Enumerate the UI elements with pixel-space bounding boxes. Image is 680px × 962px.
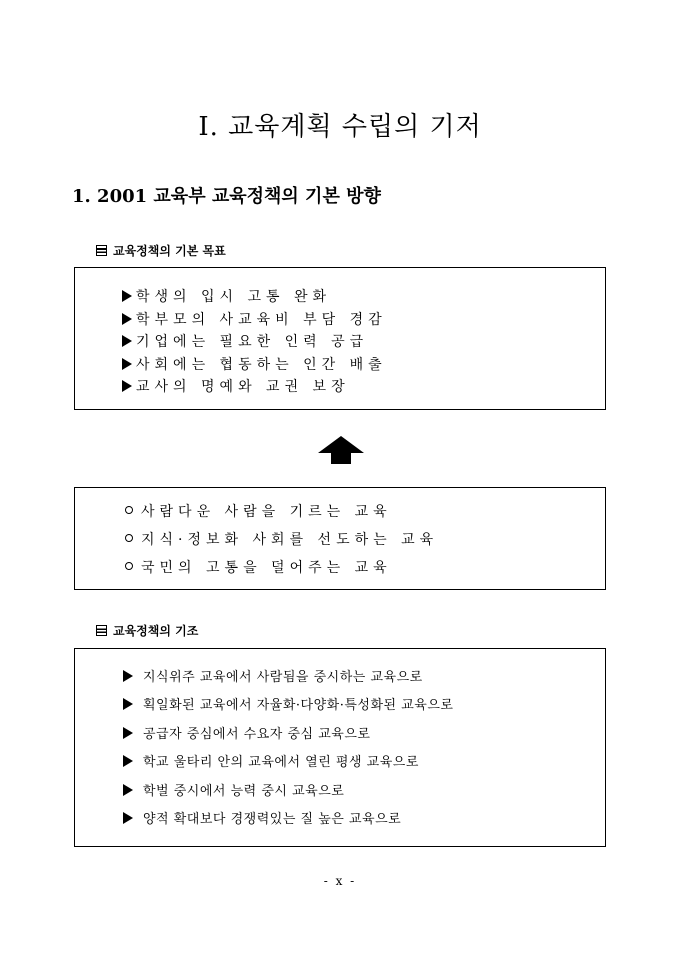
basis-item: 학벌 중시에서 능력 중시 교육으로 [123,778,453,806]
basis-item: 공급자 중심에서 수요자 중심 교육으로 [123,721,453,749]
basis-item: 지식위주 교육에서 사람됨을 중시하는 교육으로 [123,664,453,692]
triangle-bullet-icon [122,313,132,325]
page-number: - x - [323,874,357,888]
chapter-title: Ⅰ. 교육계획 수립의 기저 [198,112,482,142]
value-item: 지식·정보화 사회를 선도하는 교육 [125,526,438,554]
goals-heading-text: 교육정책의 기본 목표 [113,244,226,258]
triangle-bullet-icon [122,358,132,370]
basis-item: 획일화된 교육에서 자율화·다양화·특성화된 교육으로 [123,692,453,720]
triangle-bullet-icon [123,698,133,710]
value-item: 사람다운 사람을 기르는 교육 [125,498,438,526]
triangle-bullet-icon [122,290,132,302]
goals-heading [96,242,226,259]
triangle-bullet-icon [122,380,132,392]
square-marker-icon [96,245,107,256]
triangle-bullet-icon [123,784,133,796]
triangle-bullet-icon [123,670,133,682]
goals-list [122,286,387,399]
goal-item: 학부모의 사교육비 부담 경감 [122,309,387,332]
triangle-bullet-icon [123,812,133,824]
goal-item: 기업에는 필요한 인력 공급 [122,331,387,354]
value-item: 국민의 고통을 덜어주는 교육 [125,554,438,582]
basis-item: 학교 울타리 안의 교육에서 열린 평생 교육으로 [123,749,453,777]
circle-bullet-icon [125,562,133,570]
goals-box [74,267,606,410]
basis-box [74,648,606,847]
circle-bullet-icon [125,534,133,542]
circle-bullet-icon [125,506,133,514]
section-title: 1. 2001 교육부 교육정책의 기본 방향 [72,186,381,207]
square-marker-icon [96,625,107,636]
triangle-bullet-icon [123,755,133,767]
values-list [125,498,438,582]
basis-heading-text: 교육정책의 기조 [113,624,199,638]
triangle-bullet-icon [123,727,133,739]
up-arrow-icon [318,436,364,464]
goal-item: 교사의 명예와 교권 보장 [122,376,387,399]
basis-item: 양적 확대보다 경쟁력있는 질 높은 교육으로 [123,806,453,834]
values-box [74,487,606,590]
basis-list [123,664,453,834]
basis-heading [96,622,198,639]
goal-item: 학생의 입시 고통 완화 [122,286,387,309]
triangle-bullet-icon [122,335,132,347]
goal-item: 사회에는 협동하는 인간 배출 [122,354,387,377]
